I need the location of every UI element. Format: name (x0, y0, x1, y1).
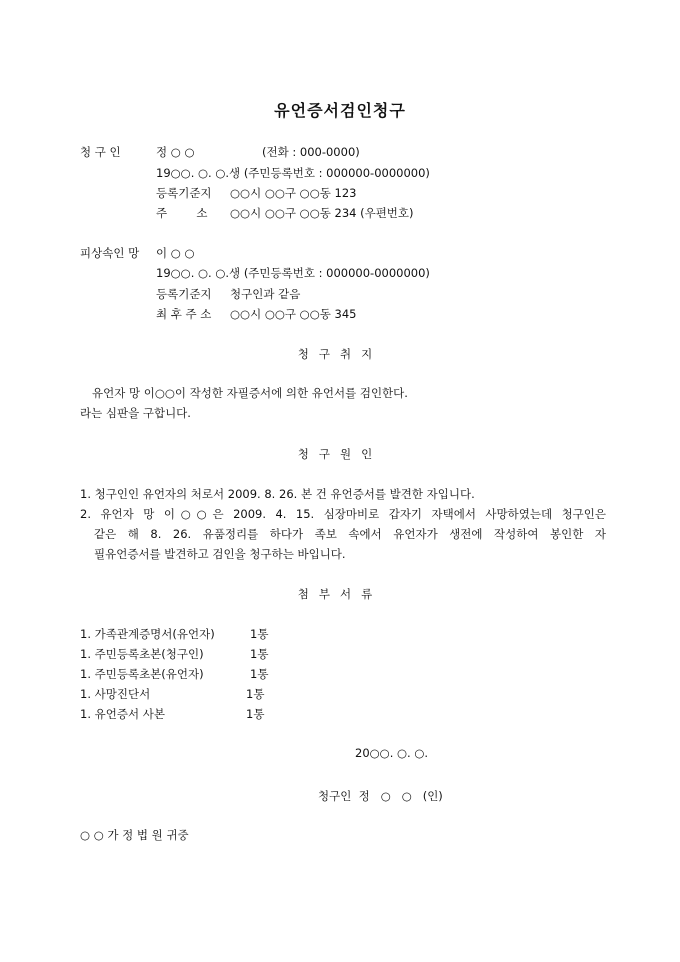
decedent-name: 이 ○ ○ (156, 246, 195, 260)
decedent-registry-value: 청구인과 같음 (230, 287, 301, 301)
claimant-role-label: 청 구 인 (80, 145, 121, 159)
claimant-name: 정 ○ ○ (156, 145, 195, 159)
decedent-birth: 19○○. ○. ○.생 (주민등록번호 : 000000-0000000) (156, 266, 430, 280)
attachment-item-name: 1. 사망진단서 (80, 687, 151, 701)
claimant-signature: 청구인 정 ○ ○ (인) (318, 789, 443, 803)
attachment-item-name: 1. 가족관계증명서(유언자) (80, 627, 215, 641)
purpose-heading: 청구취지 (297, 347, 383, 361)
attachment-item-count: 1통 (250, 627, 269, 641)
document-date: 20○○. ○. ○. (355, 746, 429, 760)
attachment-item-count: 1통 (246, 707, 265, 721)
court-addressee: ○ ○ 가 정 법 원 귀중 (80, 828, 189, 842)
decedent-registry-label: 등록기준지 (156, 287, 212, 301)
purpose-line-2: 라는 심판을 구합니다. (80, 406, 191, 420)
claimant-phone: (전화 : 000-0000) (262, 145, 360, 159)
attachments-heading: 첨부서류 (297, 587, 383, 601)
claimant-address-label: 주 소 (156, 206, 208, 220)
claimant-birth: 19○○. ○. ○.생 (주민등록번호 : 000000-0000000) (156, 166, 430, 180)
cause-item-2-line-3: 필유언증서를 발견하고 검인을 청구하는 바입니다. (94, 547, 346, 561)
cause-item-2-line-1: 2. 유언자 망 이○○은 2009. 4. 15. 심장마비로 갑자기 자택에서 사망하였는데 청구인은 (80, 507, 606, 521)
attachment-item-name: 1. 주민등록초본(청구인) (80, 647, 204, 661)
document-title: 유언증서검인청구 (274, 101, 406, 120)
claimant-registry-value: ○○시 ○○구 ○○동 123 (230, 186, 357, 200)
attachment-item-name: 1. 주민등록초본(유언자) (80, 667, 204, 681)
cause-heading: 청구원인 (297, 447, 383, 461)
claimant-address-value: ○○시 ○○구 ○○동 234 (우편번호) (230, 206, 414, 220)
decedent-role-label: 피상속인 망 (80, 246, 140, 260)
cause-item-2-line-2: 같은 해 8. 26. 유품정리를 하다가 족보 속에서 유언자가 생전에 작성하여 봉인한 자 (94, 527, 606, 541)
decedent-last-address-label: 최 후 주 소 (156, 307, 212, 321)
purpose-line-1: 유언자 망 이○○이 작성한 자필증서에 의한 유언서를 검인한다. (92, 386, 408, 400)
cause-item-1: 1. 청구인인 유언자의 처로서 2009. 8. 26. 본 건 유언증서를 발견한 자입니다. (80, 487, 475, 501)
claimant-registry-label: 등록기준지 (156, 186, 212, 200)
decedent-last-address-value: ○○시 ○○구 ○○동 345 (230, 307, 357, 321)
attachment-item-count: 1통 (250, 667, 269, 681)
attachment-item-name: 1. 유언증서 사본 (80, 707, 165, 721)
attachment-item-count: 1통 (246, 687, 265, 701)
attachment-item-count: 1통 (250, 647, 269, 661)
